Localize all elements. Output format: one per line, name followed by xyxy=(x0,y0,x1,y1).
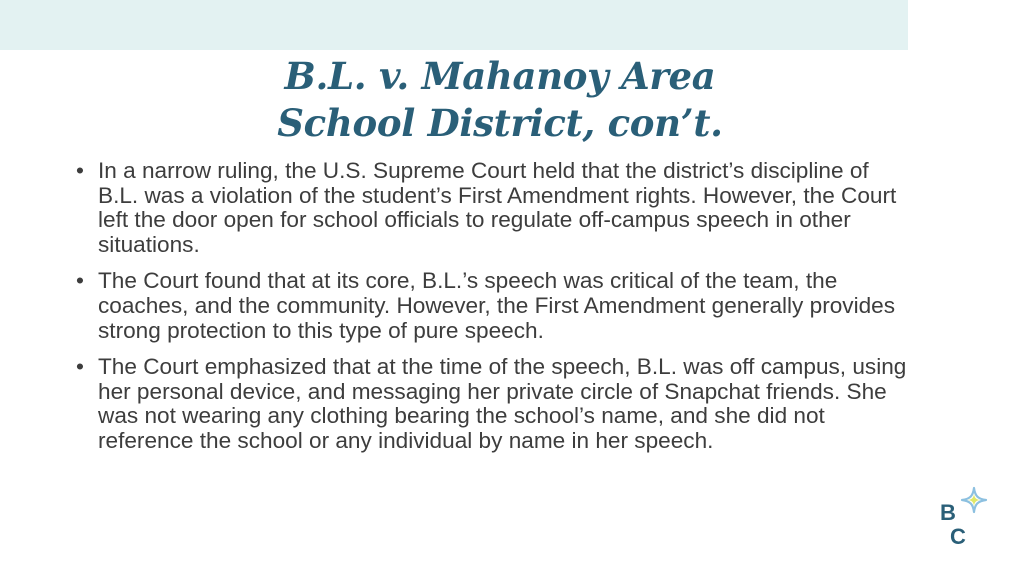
sparkle-star-icon xyxy=(962,488,986,512)
bullet-text: The Court emphasized that at the time of the speech, B.L. was off campus, using her personal device, and messaging her private circle of Snapchat friends. She was not wearing any clothing bearing the school’s name, and she did not reference the school or any individual by name in her speech. xyxy=(98,354,907,453)
bullet-item xyxy=(76,159,910,257)
bc-logo xyxy=(938,486,990,548)
slide-title xyxy=(200,53,800,147)
bullet-item xyxy=(76,269,910,343)
title-line-2: School District, con’t. xyxy=(277,101,723,145)
logo-letter-b: B xyxy=(940,500,956,525)
bullet-item xyxy=(76,355,910,453)
logo-letter-c: C xyxy=(950,524,966,548)
bullet-marker: • xyxy=(76,354,84,380)
bullet-text: In a narrow ruling, the U.S. Supreme Court held that the district’s discipline of B.L. was a violation of the student’s First Amendment rights. However, the Court left the door open for school officials to regulate off-campus speech in other situations. xyxy=(98,158,897,257)
bullet-marker: • xyxy=(76,158,84,183)
title-line-1: B.L. v. Mahanoy Area xyxy=(284,54,716,98)
top-band xyxy=(0,0,908,50)
bullet-text: The Court found that at its core, B.L.’s speech was critical of the team, the coaches, and the community. However, the First Amendment generally provides strong protection to this type of pure speech. xyxy=(98,268,896,343)
bullet-list xyxy=(76,159,910,466)
bullet-marker: • xyxy=(76,268,84,294)
